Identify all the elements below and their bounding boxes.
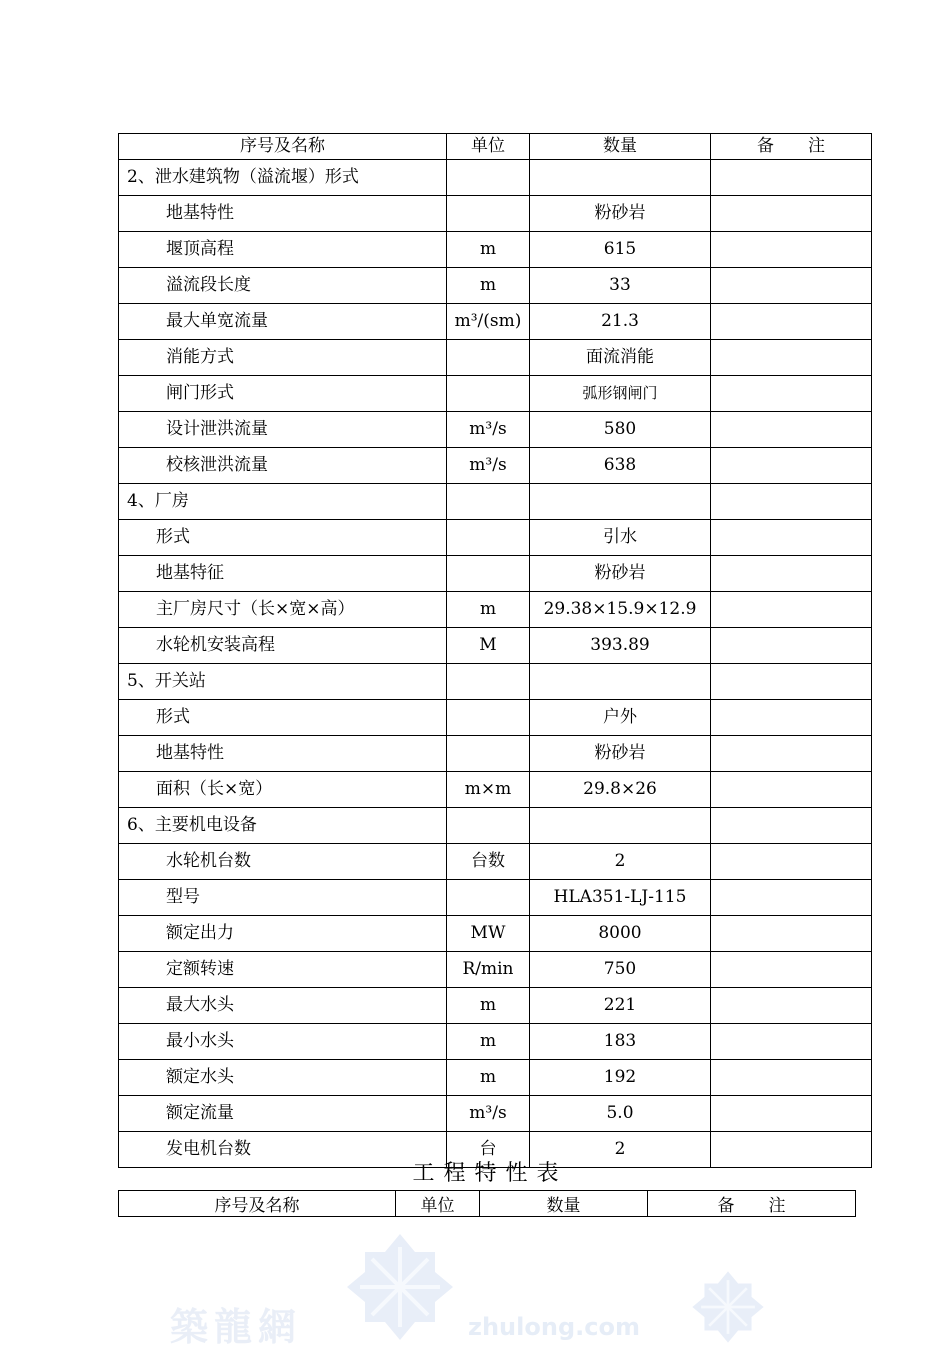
row-name: 最大水头: [119, 988, 447, 1024]
row-note: [711, 808, 872, 844]
row-unit: 台: [447, 1132, 530, 1168]
row-unit: [447, 664, 530, 700]
row-unit: m: [447, 988, 530, 1024]
table-row: [119, 412, 872, 448]
header-note: 备 注: [711, 134, 872, 160]
row-quantity: 2: [530, 1132, 711, 1168]
row-unit: m: [447, 268, 530, 304]
table-header-row: [119, 1191, 856, 1217]
row-note: [711, 304, 872, 340]
row-name: 溢流段长度: [119, 268, 447, 304]
watermark-snowflake-icon: [688, 1270, 768, 1344]
row-note: [711, 196, 872, 232]
header-note: 备 注: [648, 1191, 856, 1217]
row-unit: MW: [447, 916, 530, 952]
row-name: 校核泄洪流量: [119, 448, 447, 484]
row-quantity: 221: [530, 988, 711, 1024]
row-name: 面积（长×宽）: [119, 772, 447, 808]
table-row: [119, 808, 872, 844]
table-row: [119, 484, 872, 520]
row-unit: [447, 556, 530, 592]
table-row: [119, 1060, 872, 1096]
table-row: [119, 556, 872, 592]
table-row: [119, 700, 872, 736]
row-name: 型号: [119, 880, 447, 916]
watermark-snowflake-icon: [345, 1232, 455, 1342]
row-name: 地基特征: [119, 556, 447, 592]
table-row: [119, 1024, 872, 1060]
table-body: [119, 134, 872, 1168]
table-row: [119, 916, 872, 952]
row-note: [711, 880, 872, 916]
row-name: 消能方式: [119, 340, 447, 376]
row-unit: m: [447, 232, 530, 268]
row-name: 额定流量: [119, 1096, 447, 1132]
table-row: [119, 664, 872, 700]
row-name: 6、主要机电设备: [119, 808, 447, 844]
row-quantity: [530, 808, 711, 844]
row-unit: [447, 808, 530, 844]
table-row: [119, 160, 872, 196]
watermark-text: 築龍網: [170, 1304, 303, 1349]
characteristics-table: [118, 133, 872, 1168]
row-unit: [447, 736, 530, 772]
row-name: 额定水头: [119, 1060, 447, 1096]
row-unit: [447, 340, 530, 376]
row-quantity: 393.89: [530, 628, 711, 664]
table-row: [119, 880, 872, 916]
table-row: [119, 268, 872, 304]
row-note: [711, 952, 872, 988]
row-quantity: [530, 160, 711, 196]
table-row: [119, 520, 872, 556]
table-row: [119, 376, 872, 412]
row-unit: m: [447, 592, 530, 628]
row-unit: m³/s: [447, 1096, 530, 1132]
row-note: [711, 1096, 872, 1132]
row-unit: [447, 700, 530, 736]
row-unit: [447, 160, 530, 196]
row-note: [711, 844, 872, 880]
header-name: 序号及名称: [119, 1191, 396, 1217]
row-quantity: 183: [530, 1024, 711, 1060]
table-row: [119, 592, 872, 628]
row-note: [711, 1024, 872, 1060]
table-row: [119, 952, 872, 988]
row-quantity: 粉砂岩: [530, 556, 711, 592]
row-note: [711, 700, 872, 736]
row-unit: m: [447, 1024, 530, 1060]
table-row: [119, 196, 872, 232]
row-unit: M: [447, 628, 530, 664]
header-quantity: 数量: [530, 134, 711, 160]
header-unit: 单位: [447, 134, 530, 160]
row-name: 2、泄水建筑物（溢流堰）形式: [119, 160, 447, 196]
row-quantity: HLA351-LJ-115: [530, 880, 711, 916]
row-name: 地基特性: [119, 196, 447, 232]
row-note: [711, 736, 872, 772]
row-name: 最小水头: [119, 1024, 447, 1060]
row-note: [711, 340, 872, 376]
row-name: 堰顶高程: [119, 232, 447, 268]
row-name: 5、开关站: [119, 664, 447, 700]
row-quantity: 192: [530, 1060, 711, 1096]
table-row: [119, 844, 872, 880]
row-unit: m×m: [447, 772, 530, 808]
row-quantity: 粉砂岩: [530, 736, 711, 772]
continued-table-header: [118, 1190, 856, 1217]
table-row: [119, 1096, 872, 1132]
table-row: [119, 232, 872, 268]
row-note: [711, 556, 872, 592]
row-note: [711, 412, 872, 448]
row-name: 额定出力: [119, 916, 447, 952]
row-name: 定额转速: [119, 952, 447, 988]
row-name: 主厂房尺寸（长×宽×高）: [119, 592, 447, 628]
row-quantity: 29.8×26: [530, 772, 711, 808]
table-header-row: [119, 134, 872, 160]
table-row: [119, 628, 872, 664]
row-note: [711, 448, 872, 484]
row-note: [711, 520, 872, 556]
row-note: [711, 916, 872, 952]
table-row: [119, 304, 872, 340]
row-unit: [447, 880, 530, 916]
row-unit: [447, 376, 530, 412]
row-quantity: 33: [530, 268, 711, 304]
row-quantity: 580: [530, 412, 711, 448]
row-unit: m: [447, 1060, 530, 1096]
row-note: [711, 772, 872, 808]
section-title: [0, 1163, 950, 1185]
header-quantity: 数量: [480, 1191, 648, 1217]
row-note: [711, 592, 872, 628]
row-quantity: [530, 664, 711, 700]
row-name: 最大单宽流量: [119, 304, 447, 340]
row-quantity: 5.0: [530, 1096, 711, 1132]
row-note: [711, 1060, 872, 1096]
row-name: 地基特性: [119, 736, 447, 772]
row-name: 水轮机安装高程: [119, 628, 447, 664]
table-row: [119, 340, 872, 376]
row-quantity: 弧形钢闸门: [530, 376, 711, 412]
row-quantity: 29.38×15.9×12.9: [530, 592, 711, 628]
row-name: 形式: [119, 520, 447, 556]
row-unit: m³/s: [447, 412, 530, 448]
table-row: [119, 772, 872, 808]
row-quantity: 面流消能: [530, 340, 711, 376]
row-unit: [447, 196, 530, 232]
row-quantity: 引水: [530, 520, 711, 556]
header-unit: 单位: [396, 1191, 480, 1217]
header-name: 序号及名称: [119, 134, 447, 160]
row-note: [711, 484, 872, 520]
watermark-url: zhulong.com: [468, 1313, 640, 1341]
row-quantity: 户外: [530, 700, 711, 736]
row-note: [711, 664, 872, 700]
row-quantity: [530, 484, 711, 520]
row-quantity: 615: [530, 232, 711, 268]
table-row: [119, 736, 872, 772]
row-quantity: 2: [530, 844, 711, 880]
row-note: [711, 268, 872, 304]
row-name: 形式: [119, 700, 447, 736]
row-note: [711, 160, 872, 196]
row-unit: m³/s: [447, 448, 530, 484]
table-row: [119, 988, 872, 1024]
row-quantity: 8000: [530, 916, 711, 952]
row-note: [711, 628, 872, 664]
row-quantity: 750: [530, 952, 711, 988]
row-quantity: 638: [530, 448, 711, 484]
row-name: 闸门形式: [119, 376, 447, 412]
row-name: 设计泄洪流量: [119, 412, 447, 448]
table-row: [119, 448, 872, 484]
row-unit: R/min: [447, 952, 530, 988]
row-unit: 台数: [447, 844, 530, 880]
row-note: [711, 232, 872, 268]
row-unit: [447, 484, 530, 520]
row-note: [711, 376, 872, 412]
row-name: 水轮机台数: [119, 844, 447, 880]
row-note: [711, 988, 872, 1024]
row-name: 4、厂房: [119, 484, 447, 520]
row-name: 发电机台数: [119, 1132, 447, 1168]
row-quantity: 粉砂岩: [530, 196, 711, 232]
row-unit: [447, 520, 530, 556]
row-quantity: 21.3: [530, 304, 711, 340]
row-unit: m³/(sm): [447, 304, 530, 340]
section-title-text: 工程特性表: [412, 1161, 568, 1186]
